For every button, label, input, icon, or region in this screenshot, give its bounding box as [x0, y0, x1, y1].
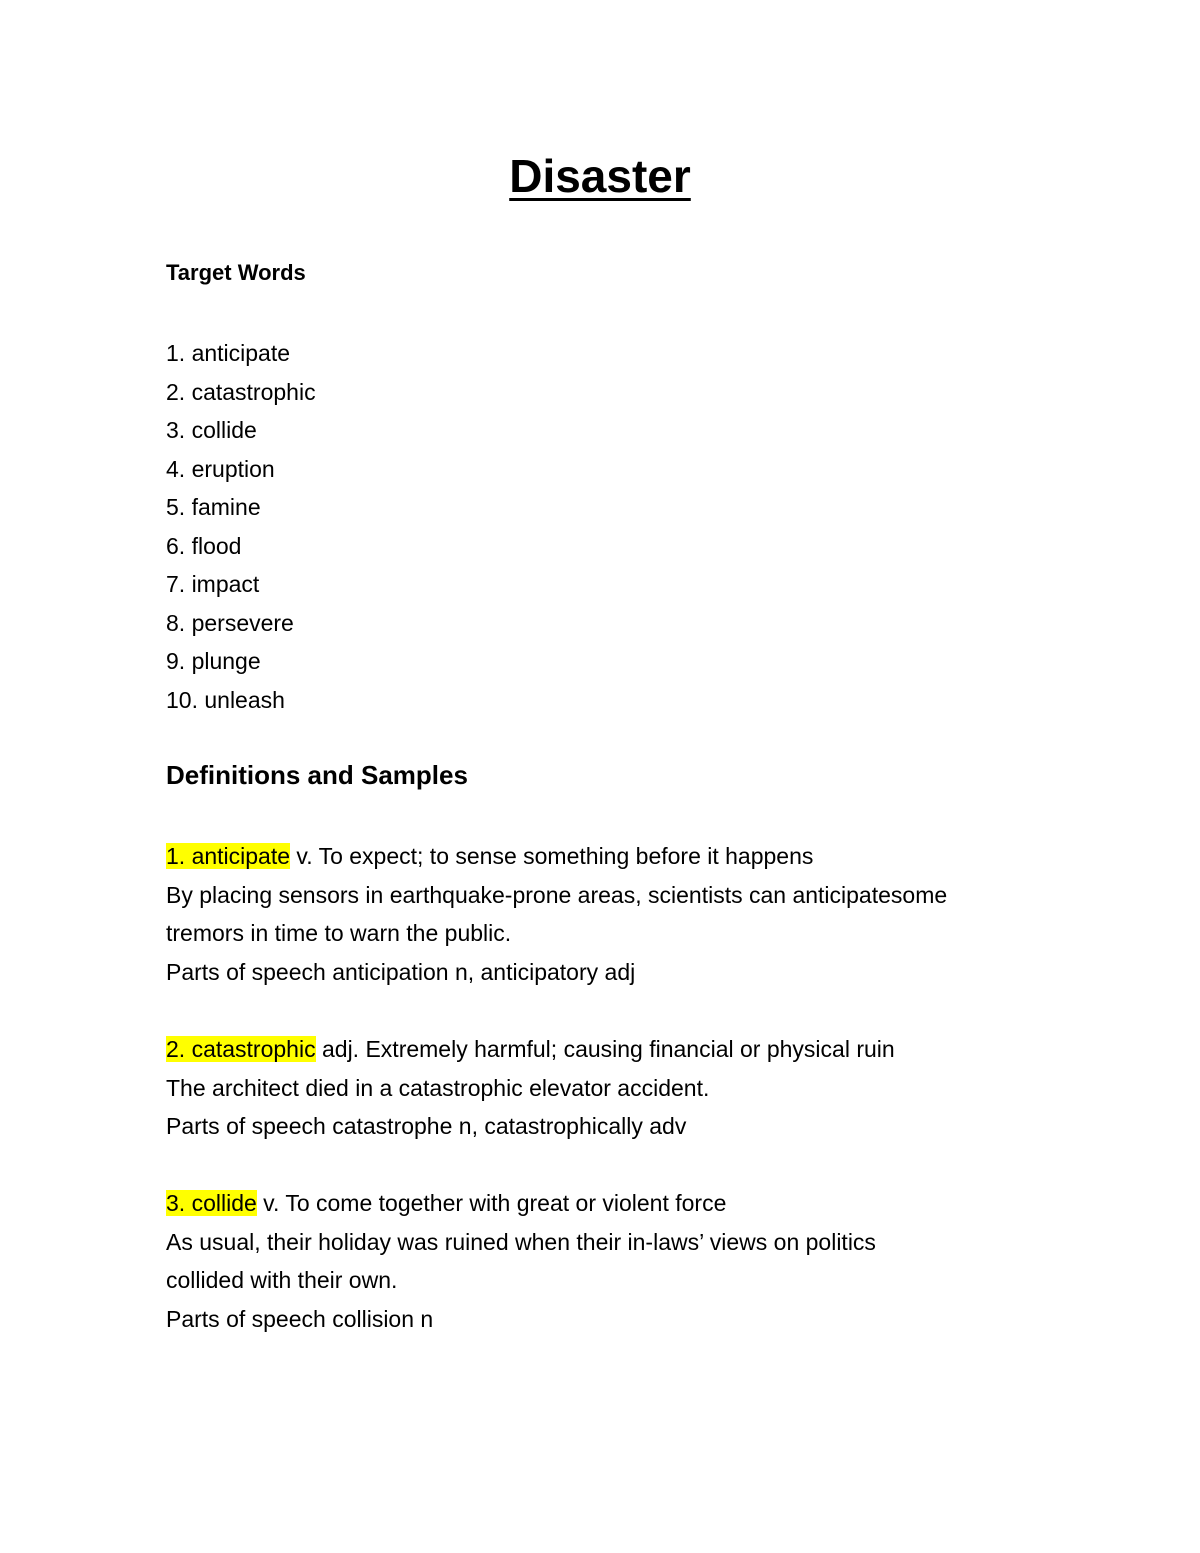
sample-sentence-line: tremors in time to warn the public.: [166, 920, 512, 946]
parts-of-speech: Parts of speech collision n: [166, 1305, 434, 1332]
list-item: 2. catastrophic: [166, 378, 316, 405]
definition-text: v. To expect; to sense something before it happens: [290, 843, 814, 869]
list-item: 4. eruption: [166, 455, 275, 482]
sample-sentence-line: By placing sensors in earthquake-prone areas, scientists can anticipatesome: [166, 881, 948, 908]
page-title-text: Disaster: [509, 150, 691, 202]
definition-text: adj. Extremely harmful; causing financial or physical ruin: [315, 1036, 895, 1062]
definition-line: [166, 837, 1046, 876]
definition-text: v. To come together with great or violent force: [256, 1190, 727, 1216]
parts-of-speech: Parts of speech catastrophe n, catastrophically adv: [166, 1113, 687, 1139]
target-words-list: [166, 334, 316, 719]
highlighted-term: 1. anticipate: [166, 843, 291, 869]
highlighted-term: 3. collide: [166, 1190, 257, 1216]
list-item: 9. plunge: [166, 648, 261, 674]
sample-sentence-line: The architect died in a catastrophic elevator accident.: [166, 1074, 710, 1101]
highlighted-term: 2. catastrophic: [166, 1036, 316, 1062]
list-item: 3. collide: [166, 417, 257, 443]
definition-entry-catastrophic: [166, 1030, 1046, 1146]
page-title: [0, 148, 1200, 204]
parts-of-speech: Parts of speech anticipation n, anticipatory adj: [166, 958, 636, 985]
definition-entry-anticipate: [166, 837, 1046, 991]
list-item: 5. famine: [166, 494, 261, 520]
list-item: 1. anticipate: [166, 340, 291, 366]
sample-sentence-line: collided with their own.: [166, 1267, 398, 1293]
sample-sentence-line: As usual, their holiday was ruined when their in-laws’ views on politics: [166, 1228, 876, 1255]
definition-entry-collide: [166, 1184, 1046, 1338]
definition-line: [166, 1030, 1046, 1069]
target-words-heading: Target Words: [166, 260, 306, 285]
list-item: 8. persevere: [166, 609, 294, 636]
definitions-heading: Definitions and Samples: [166, 760, 468, 790]
list-item: 10. unleash: [166, 686, 285, 713]
list-item: 7. impact: [166, 571, 260, 597]
list-item: 6. flood: [166, 532, 242, 559]
definition-line: [166, 1184, 1046, 1223]
